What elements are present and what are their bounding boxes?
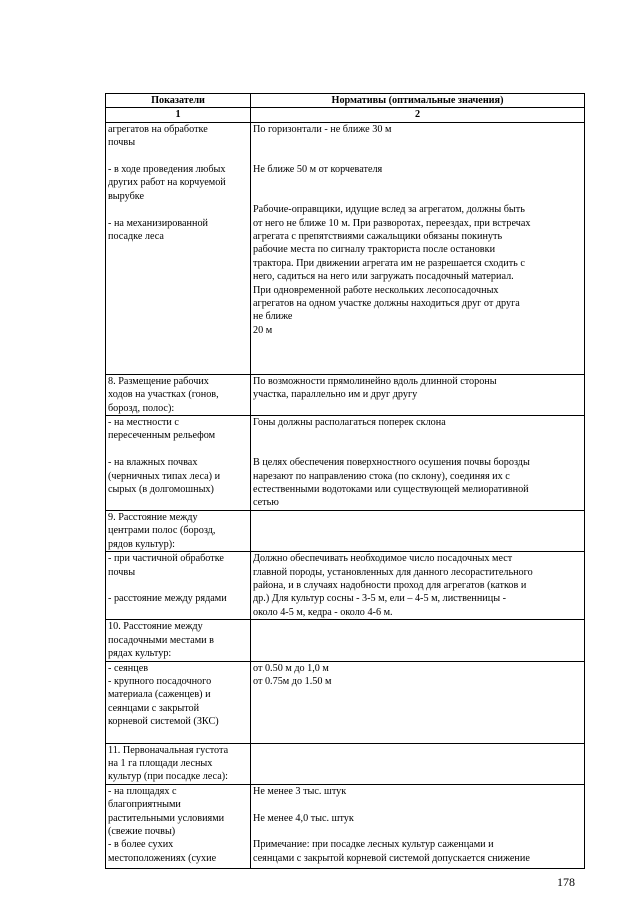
indicator-text: - на местности с пересеченным рельефом bbox=[108, 417, 216, 442]
column-number-2: 2 bbox=[251, 108, 585, 122]
table-row bbox=[106, 552, 585, 620]
table-row bbox=[106, 661, 585, 743]
row-norm-cell bbox=[251, 784, 585, 868]
indicator-text: - на влажных почвах (черничных типах леса) и сырых (в долгомошных) bbox=[108, 457, 221, 496]
table-row bbox=[106, 122, 585, 374]
row-indicator-cell bbox=[106, 416, 251, 511]
row-norm-cell: Должно обеспечивать необходимое число посадочных мест главной породы, установленных для данного лесорастительного района, и в случаях надобности проход для агрегатов (катков и др.) Для культур сосны - 3-5 м, ели – 4-5 м, лиственницы - около 4-5 м, кедра - около 4-6 м. bbox=[251, 552, 585, 620]
norm-text: В целях обеспечения поверхностного осушения почвы борозды нарезают по направлению стока (по склону), соединяя их с естественными водотоками или существующей мелиоративной сетью bbox=[253, 457, 530, 509]
indicator-text: агрегатов на обработке почвы bbox=[108, 123, 208, 149]
norm-text: Не менее 3 тыс. штук bbox=[253, 785, 347, 797]
table-row bbox=[106, 620, 585, 661]
row-indicator-cell: 11. Первоначальная густота на 1 га площади лесных культур (при посадке леса): bbox=[106, 743, 251, 784]
header-indicators: Показатели bbox=[106, 94, 251, 108]
norm-text: Примечание: при посадке лесных культур саженцами и сеянцами с закрытой корневой системой допускается снижение bbox=[253, 839, 530, 864]
row-indicator-cell: 8. Размещение рабочих ходов на участках (гонов, борозд, полос): bbox=[106, 374, 251, 415]
row-norm-cell bbox=[251, 416, 585, 511]
indicator-text: - расстояние между рядами bbox=[108, 593, 227, 605]
norm-text: Не менее 4,0 тыс. штук bbox=[253, 812, 354, 824]
table-row bbox=[106, 743, 585, 784]
column-number-row bbox=[106, 108, 585, 122]
row-indicator-cell: - на площадях с благоприятными растительными условиями (свежие почвы) - в более сухих местоположениях (сухие bbox=[106, 784, 251, 868]
page-number: 178 bbox=[557, 875, 575, 889]
row-indicator-cell: - сеянцев - крупного посадочного материала (саженцев) и сеянцами с закрытой корневой системой (ЗКС) bbox=[106, 661, 251, 743]
table-header-row bbox=[106, 94, 585, 108]
norm-text: Не ближе 50 м от корчевателя bbox=[253, 164, 383, 175]
row-norm-cell: от 0.50 м до 1,0 м от 0.75м до 1.50 м bbox=[251, 661, 585, 743]
norms-table bbox=[105, 93, 585, 869]
row-indicator-cell bbox=[106, 552, 251, 620]
table-row bbox=[106, 416, 585, 511]
row-indicator-cell bbox=[106, 122, 251, 374]
table-row bbox=[106, 784, 585, 868]
norm-text: Гоны должны располагаться поперек склона bbox=[253, 417, 446, 429]
row-indicator-cell: 10. Расстояние между посадочными местами в рядах культур: bbox=[106, 620, 251, 661]
row-norm-cell: По возможности прямолинейно вдоль длинной стороны участка, параллельно им и друг другу bbox=[251, 374, 585, 415]
norm-text: Рабочие-оправщики, идущие вслед за агрегатом, должны быть от него не ближе 10 м. При разворотах, переездах, при встречах агрегата с препятствиями сажальщики обязаны покинуть рабочие места по сигналу тракториста после остановки трактора. При движении агрегата им не разрешается сходить с него, садиться на него или загружать посадочный материал. При одновременной работе нескольких лесопосадочных агрегатов на одном участке должны находиться друг от друга не ближе 20 м bbox=[253, 204, 531, 336]
norm-text: По горизонтали - не ближе 30 м bbox=[253, 123, 392, 135]
row-norm-cell bbox=[251, 122, 585, 374]
indicator-text: - в ходе проведения любых других работ на корчуемой вырубке bbox=[108, 164, 226, 202]
row-norm-cell bbox=[251, 511, 585, 552]
column-number-1: 1 bbox=[106, 108, 251, 122]
header-norms: Нормативы (оптимальные значения) bbox=[251, 94, 585, 108]
table-row bbox=[106, 374, 585, 415]
row-norm-cell bbox=[251, 743, 585, 784]
row-indicator-cell: 9. Расстояние между центрами полос (борозд, рядов культур): bbox=[106, 511, 251, 552]
indicator-text: - при частичной обработке почвы bbox=[108, 553, 224, 578]
table-row bbox=[106, 511, 585, 552]
indicator-text: - на механизированной посадке леса bbox=[108, 217, 208, 243]
row-norm-cell bbox=[251, 620, 585, 661]
